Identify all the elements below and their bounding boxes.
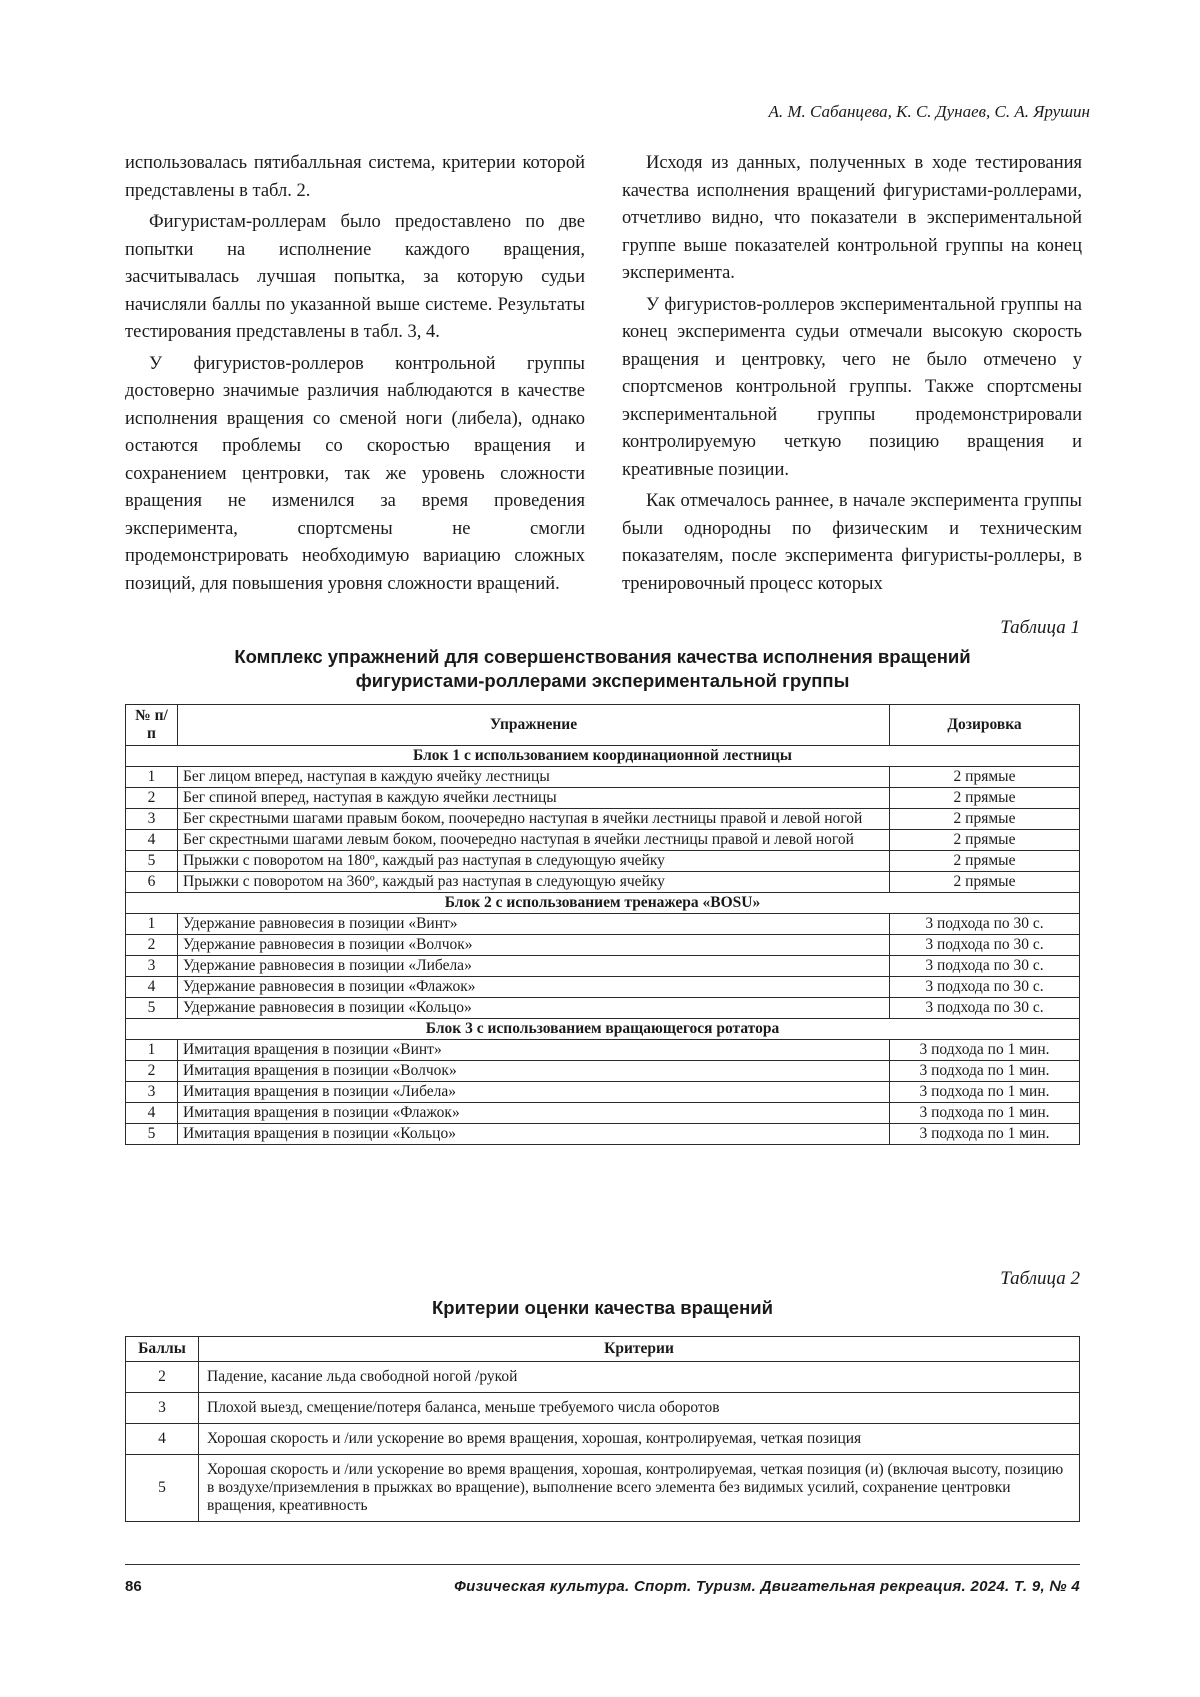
table1-cell-num: 5 bbox=[126, 1124, 178, 1145]
table1-row bbox=[126, 872, 1080, 893]
table2-row bbox=[126, 1455, 1080, 1522]
table2-cell-score: 5 bbox=[126, 1455, 199, 1522]
left-column bbox=[125, 150, 585, 602]
table1-cell-dose: 3 подхода по 1 мин. bbox=[890, 1082, 1080, 1103]
table1-row bbox=[126, 956, 1080, 977]
table1-cell-exercise: Имитация вращения в позиции «Либела» bbox=[178, 1082, 890, 1103]
table1-row bbox=[126, 1103, 1080, 1124]
table1-cell-dose: 2 прямые bbox=[890, 872, 1080, 893]
table1-cell-exercise: Прыжки с поворотом на 180º, каждый раз наступая в следующую ячейку bbox=[178, 851, 890, 872]
table1-cell-dose: 3 подхода по 30 с. bbox=[890, 998, 1080, 1019]
table1-row bbox=[126, 1040, 1080, 1061]
footer-divider bbox=[125, 1564, 1080, 1565]
body-columns bbox=[125, 150, 1082, 594]
table2-cell-criteria: Падение, касание льда свободной ногой /рукой bbox=[199, 1362, 1080, 1393]
table1-cell-num: 3 bbox=[126, 809, 178, 830]
paragraph: использовалась пятибалльная система, критерии которой представлены в табл. 2. bbox=[125, 153, 585, 201]
table1-cell-dose: 2 прямые bbox=[890, 830, 1080, 851]
table2-row bbox=[126, 1393, 1080, 1424]
table2-label: Таблица 2 bbox=[1000, 1268, 1080, 1289]
table1-row bbox=[126, 767, 1080, 788]
table1-cell-exercise: Бег лицом вперед, наступая в каждую ячейку лестницы bbox=[178, 767, 890, 788]
table1-row bbox=[126, 788, 1080, 809]
table1-header-num: № п/п bbox=[126, 705, 178, 746]
table1-row bbox=[126, 1061, 1080, 1082]
journal-citation: Физическая культура. Спорт. Туризм. Двигательная рекреация. 2024. Т. 9, № 4 bbox=[454, 1578, 1080, 1595]
table1-cell-dose: 3 подхода по 1 мин. bbox=[890, 1040, 1080, 1061]
table1-cell-num: 5 bbox=[126, 851, 178, 872]
table1-cell-num: 4 bbox=[126, 1103, 178, 1124]
table1-title bbox=[125, 645, 1080, 693]
table1-cell-num: 2 bbox=[126, 788, 178, 809]
criteria-table bbox=[125, 1336, 1080, 1522]
paragraph: У фигуристов-роллеров контрольной группы достоверно значимые различия наблюдаются в качестве исполнения вращения со сменой ноги (либела), однако остаются проблемы со скоростью вращения и сохранением центровки, так же уровень сложности вращения не изменился за время проведения эксперимента, спортсмены не смогли продемонстрировать необходимую вариацию сложных позиций, для повышения уровня сложности вращений. bbox=[125, 353, 585, 594]
table1-cell-exercise: Имитация вращения в позиции «Флажок» bbox=[178, 1103, 890, 1124]
table1-label: Таблица 1 bbox=[1000, 617, 1080, 638]
right-column bbox=[622, 150, 1082, 602]
table1-row bbox=[126, 830, 1080, 851]
table1-row bbox=[126, 851, 1080, 872]
table1-cell-exercise: Имитация вращения в позиции «Волчок» bbox=[178, 1061, 890, 1082]
table1-row bbox=[126, 1124, 1080, 1145]
table1-cell-dose: 2 прямые bbox=[890, 809, 1080, 830]
table1-cell-exercise: Имитация вращения в позиции «Винт» bbox=[178, 1040, 890, 1061]
table1-cell-num: 6 bbox=[126, 872, 178, 893]
table1-cell-num: 5 bbox=[126, 998, 178, 1019]
table1-cell-exercise: Удержание равновесия в позиции «Волчок» bbox=[178, 935, 890, 956]
table1-cell-num: 3 bbox=[126, 1082, 178, 1103]
table1-cell-num: 1 bbox=[126, 767, 178, 788]
exercise-table bbox=[125, 704, 1080, 1145]
table2-row bbox=[126, 1424, 1080, 1455]
table1-row bbox=[126, 935, 1080, 956]
table1-block-row bbox=[126, 893, 1080, 914]
table2-cell-score: 2 bbox=[126, 1362, 199, 1393]
table1-header-exercise: Упражнение bbox=[178, 705, 890, 746]
table1-cell-exercise: Удержание равновесия в позиции «Флажок» bbox=[178, 977, 890, 998]
table2-cell-criteria: Хорошая скорость и /или ускорение во время вращения, хорошая, контролируемая, четкая позиция (и) (включая высоту, позицию в воздухе/приземления в прыжках во вращение), выполнение всего элемента без видимых усилий, сохранение центровки вращения, креативность bbox=[199, 1455, 1080, 1522]
table1-title-line1: Комплекс упражнений для совершенствования качества исполнения вращений bbox=[234, 646, 971, 667]
table1-cell-num: 4 bbox=[126, 977, 178, 998]
table2-cell-score: 3 bbox=[126, 1393, 199, 1424]
table2-header-criteria: Критерии bbox=[199, 1337, 1080, 1362]
table1-header-dose: Дозировка bbox=[890, 705, 1080, 746]
table1-row bbox=[126, 914, 1080, 935]
table1-cell-dose: 3 подхода по 1 мин. bbox=[890, 1124, 1080, 1145]
table1-cell-dose: 3 подхода по 1 мин. bbox=[890, 1103, 1080, 1124]
table1-cell-num: 2 bbox=[126, 1061, 178, 1082]
table1-cell-dose: 2 прямые bbox=[890, 851, 1080, 872]
table2-cell-score: 4 bbox=[126, 1424, 199, 1455]
table1-cell-exercise: Удержание равновесия в позиции «Либела» bbox=[178, 956, 890, 977]
paragraph: Фигуристам-роллерам было предоставлено по две попытки на исполнение каждого вращения, засчитывалась лучшая попытка, за которую судьи начисляли баллы по указанной выше системе. Результаты тестирования представлены в табл. 3, 4. bbox=[125, 212, 585, 342]
table1-cell-num: 4 bbox=[126, 830, 178, 851]
table1-cell-num: 2 bbox=[126, 935, 178, 956]
table1-cell-num: 1 bbox=[126, 914, 178, 935]
table2-header-score: Баллы bbox=[126, 1337, 199, 1362]
table1-cell-exercise: Удержание равновесия в позиции «Кольцо» bbox=[178, 998, 890, 1019]
table1-block-title: Блок 3 с использованием вращающегося ротатора bbox=[126, 1019, 1080, 1040]
paragraph: Как отмечалось раннее, в начале эксперимента группы были однородны по физическим и техническим показателям, после эксперимента фигуристы-роллеры, в тренировочный процесс которых bbox=[622, 491, 1082, 594]
page-number: 86 bbox=[125, 1578, 142, 1595]
table1-cell-exercise: Бег спиной вперед, наступая в каждую ячейки лестницы bbox=[178, 788, 890, 809]
table1-cell-exercise: Бег скрестными шагами правым боком, поочередно наступая в ячейки лестницы правой и левой ногой bbox=[178, 809, 890, 830]
paragraph: Исходя из данных, полученных в ходе тестирования качества исполнения вращений фигуристами-роллерами, отчетливо видно, что показатели в экспериментальной группе выше показателей контрольной группы на конец эксперимента. bbox=[622, 153, 1082, 283]
table1-cell-exercise: Прыжки с поворотом на 360º, каждый раз наступая в следующую ячейку bbox=[178, 872, 890, 893]
table1-row bbox=[126, 809, 1080, 830]
table1-block-row bbox=[126, 746, 1080, 767]
table1-cell-dose: 3 подхода по 30 с. bbox=[890, 956, 1080, 977]
table1-block-row bbox=[126, 1019, 1080, 1040]
table1-cell-num: 1 bbox=[126, 1040, 178, 1061]
running-header-authors: А. М. Сабанцева, К. С. Дунаев, С. А. Ярушин bbox=[768, 102, 1090, 121]
table1-cell-dose: 3 подхода по 30 с. bbox=[890, 935, 1080, 956]
table1-title-line2: фигуристами-роллерами экспериментальной группы bbox=[355, 670, 850, 691]
table1-row bbox=[126, 1082, 1080, 1103]
table1-cell-dose: 2 прямые bbox=[890, 788, 1080, 809]
paragraph: У фигуристов-роллеров экспериментальной группы на конец эксперимента судьи отмечали высокую скорость вращения и центровку, чего не было отмечено у спортсменов контрольной группы. Также спортсмены экспериментальной группы продемонстрировали контролируемую четкую позицию вращения и креативные позиции. bbox=[622, 294, 1082, 480]
table1-cell-dose: 3 подхода по 30 с. bbox=[890, 977, 1080, 998]
table2-title: Критерии оценки качества вращений bbox=[432, 1297, 773, 1318]
table1-block-title: Блок 2 с использованием тренажера «BOSU» bbox=[126, 893, 1080, 914]
table1-row bbox=[126, 977, 1080, 998]
table1-block-title: Блок 1 с использованием координационной лестницы bbox=[126, 746, 1080, 767]
table1-row bbox=[126, 998, 1080, 1019]
table1-cell-dose: 2 прямые bbox=[890, 767, 1080, 788]
table2-cell-criteria: Плохой выезд, смещение/потеря баланса, меньше требуемого числа оборотов bbox=[199, 1393, 1080, 1424]
table1-cell-num: 3 bbox=[126, 956, 178, 977]
table2-row bbox=[126, 1362, 1080, 1393]
table1-cell-exercise: Бег скрестными шагами левым боком, поочередно наступая в ячейки лестницы правой и левой ногой bbox=[178, 830, 890, 851]
table1-cell-exercise: Имитация вращения в позиции «Кольцо» bbox=[178, 1124, 890, 1145]
table1-cell-dose: 3 подхода по 30 с. bbox=[890, 914, 1080, 935]
table1-cell-exercise: Удержание равновесия в позиции «Винт» bbox=[178, 914, 890, 935]
table2-cell-criteria: Хорошая скорость и /или ускорение во время вращения, хорошая, контролируемая, четкая позиция bbox=[199, 1424, 1080, 1455]
table1-cell-dose: 3 подхода по 1 мин. bbox=[890, 1061, 1080, 1082]
